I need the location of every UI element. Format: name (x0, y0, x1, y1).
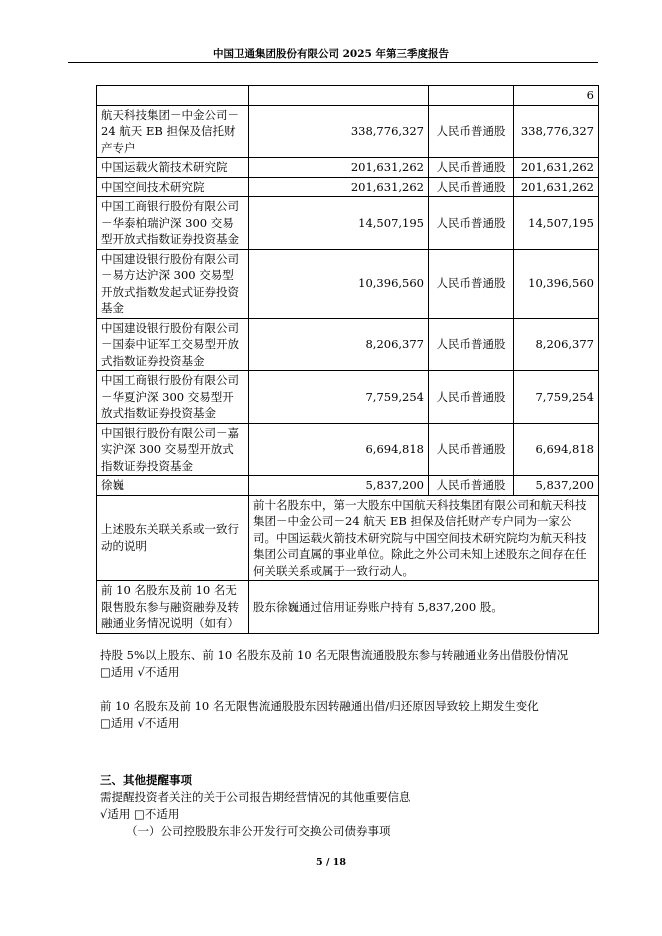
section-title: 三、其他提醒事项 (100, 773, 192, 787)
share-type: 人民币普通股 (429, 476, 514, 496)
share-quantity: 14,507,195 (514, 197, 599, 250)
margin-label: 前 10 名股东及前 10 名无限售股东参与融资融券及转融通业务情况说明（如有） (97, 581, 249, 634)
table-cell: 6 (514, 86, 599, 106)
share-type: 人民币普通股 (429, 423, 514, 476)
change-options: □适用 √不适用 (100, 716, 180, 730)
holder-name: 中国空间技术研究院 (97, 177, 249, 197)
holder-shares: 7,759,254 (249, 371, 429, 424)
table-cell (97, 86, 249, 106)
section-options: √适用 □不适用 (100, 807, 180, 821)
lending-options: □适用 √不适用 (100, 665, 180, 679)
share-type: 人民币普通股 (429, 197, 514, 250)
table-row (97, 249, 599, 318)
share-type: 人民币普通股 (429, 318, 514, 371)
margin-text: 股东徐巍通过信用证券账户持有 5,837,200 股。 (249, 581, 599, 634)
table-row (97, 423, 599, 476)
change-paragraph (100, 698, 539, 732)
share-type: 人民币普通股 (429, 105, 514, 158)
share-quantity: 201,631,262 (514, 158, 599, 178)
table-row (97, 197, 599, 250)
holder-shares: 338,776,327 (249, 105, 429, 158)
share-quantity: 338,776,327 (514, 105, 599, 158)
lending-text: 持股 5%以上股东、前 10 名股东及前 10 名无限售流通股股东参与转融通业务出借股份情况 (100, 648, 569, 662)
holder-shares: 5,837,200 (249, 476, 429, 496)
lending-paragraph (100, 647, 568, 681)
table-row (97, 177, 599, 197)
share-quantity: 201,631,262 (514, 177, 599, 197)
section-other-reminders (100, 772, 411, 840)
holder-shares: 14,507,195 (249, 197, 429, 250)
share-type: 人民币普通股 (429, 371, 514, 424)
share-quantity: 6,694,818 (514, 423, 599, 476)
table-cell (429, 86, 514, 106)
holder-name: 中国工商银行股份有限公司－华夏沪深 300 交易型开放式指数证券投资基金 (97, 371, 249, 424)
report-header: 中国卫通集团股份有限公司 2025 年第三季度报告 (212, 48, 450, 60)
page-number: 5 / 18 (316, 857, 346, 868)
table-row (97, 581, 599, 634)
table-row (97, 318, 599, 371)
change-text: 前 10 名股东及前 10 名无限售流通股股东因转融通出借/归还原因导致较上期发生变化 (100, 699, 539, 713)
holder-shares: 201,631,262 (249, 177, 429, 197)
holder-name: 中国银行股份有限公司－嘉实沪深 300 交易型开放式指数证券投资基金 (97, 423, 249, 476)
table-row (97, 371, 599, 424)
section-subitem: （一）公司控股股东非公开发行可交换公司债券事项 (126, 824, 391, 838)
share-quantity: 10,396,560 (514, 249, 599, 318)
share-quantity: 8,206,377 (514, 318, 599, 371)
holder-shares: 201,631,262 (249, 158, 429, 178)
header-divider (68, 62, 598, 63)
table-row (97, 105, 599, 158)
relation-text: 前十名股东中，第一大股东中国航天科技集团有限公司和航天科技集团－中金公司－24 航天 EB 担保及信托财产专户同为一家公司。中国运载火箭技术研究院与中国空间技术研究院均为航天科技集团公司直属的事业单位。除此之外公司未知上述股东之间存在任何关联关系或属于一致行动人。 (249, 495, 599, 581)
table-row (97, 86, 599, 106)
holder-name: 航天科技集团－中金公司－24 航天 EB 担保及信托财产专户 (97, 105, 249, 158)
holder-name: 中国建设银行股份有限公司－国泰中证军工交易型开放式指数证券投资基金 (97, 318, 249, 371)
share-quantity: 7,759,254 (514, 371, 599, 424)
share-type: 人民币普通股 (429, 158, 514, 178)
share-type: 人民币普通股 (429, 249, 514, 318)
table-row (97, 158, 599, 178)
share-type: 人民币普通股 (429, 177, 514, 197)
holder-shares: 8,206,377 (249, 318, 429, 371)
share-quantity: 5,837,200 (514, 476, 599, 496)
shareholders-table (96, 85, 599, 634)
holder-name: 中国工商银行股份有限公司－华泰柏瑞沪深 300 交易型开放式指数证券投资基金 (97, 197, 249, 250)
holder-name: 徐巍 (97, 476, 249, 496)
table-row (97, 495, 599, 581)
holder-name: 中国建设银行股份有限公司－易方达沪深 300 交易型开放式指数发起式证券投资基金 (97, 249, 249, 318)
relation-label: 上述股东关联关系或一致行动的说明 (97, 495, 249, 581)
table-row (97, 476, 599, 496)
table-cell (249, 86, 429, 106)
holder-shares: 6,694,818 (249, 423, 429, 476)
holder-name: 中国运载火箭技术研究院 (97, 158, 249, 178)
section-text: 需提醒投资者关注的关于公司报告期经营情况的其他重要信息 (100, 790, 411, 804)
holder-shares: 10,396,560 (249, 249, 429, 318)
